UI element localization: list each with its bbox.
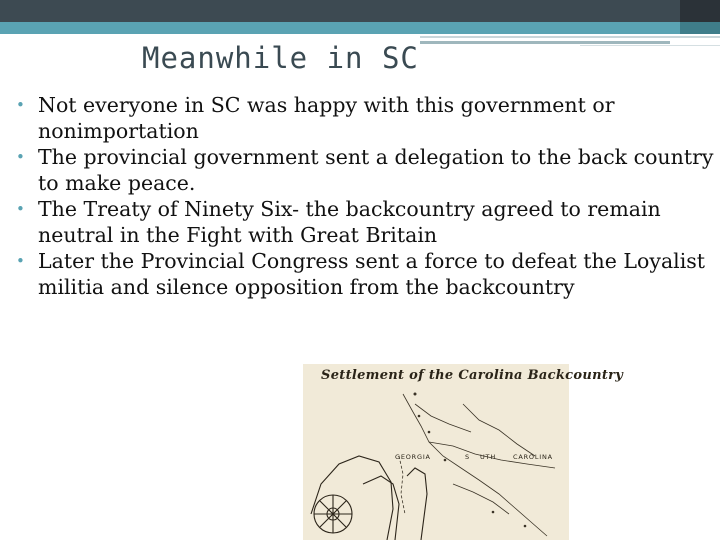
bullet-text: The provincial government sent a delegation to the back country to make peace. xyxy=(38,145,714,195)
bullet-icon: • xyxy=(16,148,25,166)
accent-bar-corner xyxy=(680,22,720,34)
bullet-icon: • xyxy=(16,252,25,270)
accent-bar xyxy=(0,22,720,34)
header-bar xyxy=(0,0,720,22)
bullet-text: Later the Provincial Congress sent a force to defeat the Loyalist militia and silence opposition from the backcountry xyxy=(38,249,706,299)
bullet-list xyxy=(14,92,718,300)
header-bar-corner xyxy=(680,0,720,22)
slide-title: Meanwhile in SC xyxy=(142,41,419,75)
decorative-line xyxy=(420,36,720,38)
bullet-item xyxy=(14,248,718,300)
decorative-lines xyxy=(420,34,720,48)
backcountry-map-image xyxy=(303,364,624,540)
map-label-carolina: CAROLINA xyxy=(513,453,553,461)
bullet-item xyxy=(14,196,718,248)
decorative-line xyxy=(580,45,720,46)
bullet-text: Not everyone in SC was happy with this government or nonimportation xyxy=(38,93,615,143)
bullet-item xyxy=(14,92,718,144)
map-label-uth: UTH xyxy=(480,453,497,461)
bullet-item xyxy=(14,144,718,196)
map-title: Settlement of the Carolina Backcountry xyxy=(321,368,624,383)
bullet-text: The Treaty of Ninety Six- the backcountry agreed to remain neutral in the Fight with Great Britain xyxy=(38,197,661,247)
map-label-georgia: GEORGIA xyxy=(395,453,431,461)
map-drawing xyxy=(303,364,569,540)
map-label-south: S xyxy=(465,453,470,461)
decorative-line xyxy=(420,41,670,44)
bullet-icon: • xyxy=(16,96,25,114)
bullet-icon: • xyxy=(16,200,25,218)
